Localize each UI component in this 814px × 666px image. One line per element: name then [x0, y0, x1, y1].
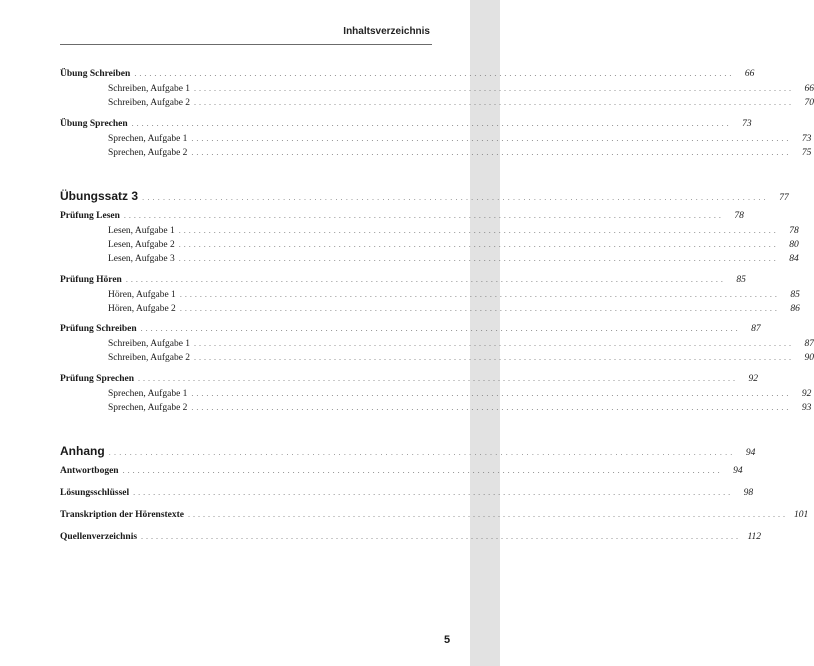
- toc-entry-label: Übung Schreiben: [60, 69, 131, 79]
- toc-entry-sub[interactable]: [60, 353, 814, 367]
- dot-leader: ........................................................................................................................: [125, 275, 726, 284]
- toc-entry-sub[interactable]: [60, 403, 812, 417]
- toc-entry-section[interactable]: [60, 466, 743, 480]
- toc-entry-sub[interactable]: [60, 84, 814, 98]
- toc-entry-page: 101: [794, 510, 809, 520]
- toc-entry-section[interactable]: [60, 119, 752, 133]
- dot-leader: ........................................................................................................................: [142, 193, 769, 202]
- toc-entry-section[interactable]: [60, 69, 755, 83]
- dot-leader: ........................................................................................................................: [191, 389, 792, 398]
- toc-entry-label: Hören, Aufgabe 2: [108, 304, 176, 314]
- toc-entry-section[interactable]: [60, 324, 761, 338]
- toc-entry-label: Lösungsschlüssel: [60, 488, 130, 498]
- toc-entry-page: 66: [804, 84, 814, 94]
- dot-leader: ........................................................................................................................: [123, 211, 724, 220]
- toc-entry-label: Lesen, Aufgabe 3: [108, 254, 175, 264]
- dot-leader: ........................................................................................................................: [141, 532, 742, 541]
- toc-entry-section[interactable]: [60, 488, 754, 502]
- toc-entry-page: 92: [748, 374, 758, 384]
- dot-leader: ........................................................................................................................: [133, 488, 734, 497]
- toc-entry-page: 93: [801, 403, 812, 413]
- toc-entry-section[interactable]: [60, 532, 762, 546]
- toc-entry-page: 73: [742, 119, 752, 129]
- toc-entry-label: Übung Sprechen: [60, 119, 128, 129]
- toc-entry-label: Sprechen, Aufgabe 1: [108, 389, 188, 399]
- toc-entry-label: Transkription der Hörenstexte: [60, 510, 185, 520]
- toc-entry-page: 94: [733, 466, 743, 476]
- dot-leader: ........................................................................................................................: [134, 69, 735, 78]
- toc-entry-page: 85: [790, 290, 800, 300]
- toc-entry-label: Hören, Aufgabe 1: [108, 290, 176, 300]
- toc-entry-page: 73: [801, 134, 812, 144]
- toc-entry-label: Schreiben, Aufgabe 2: [108, 353, 191, 363]
- toc-entry-page: 90: [804, 353, 814, 363]
- toc-entry-sub[interactable]: [60, 134, 812, 148]
- toc-entry-section[interactable]: [60, 211, 744, 225]
- dot-leader: ........................................................................................................................: [194, 353, 795, 362]
- toc-entry-label: Schreiben, Aufgabe 1: [108, 339, 191, 349]
- toc-entry-sub[interactable]: [60, 290, 800, 304]
- toc-entry-sub[interactable]: [60, 240, 799, 254]
- toc-entry-page: 80: [789, 240, 799, 250]
- toc-entry-label: Sprechen, Aufgabe 1: [108, 134, 188, 144]
- page-number: 5: [444, 634, 451, 646]
- toc-entry-sub[interactable]: [60, 339, 814, 353]
- dot-leader: ........................................................................................................................: [191, 403, 792, 412]
- toc-entry-page: 78: [789, 226, 799, 236]
- toc-entry-sub[interactable]: [60, 304, 800, 318]
- toc-entry-sub[interactable]: [60, 98, 814, 112]
- dot-leader: ........................................................................................................................: [188, 510, 789, 519]
- toc-entry-page: 78: [734, 211, 744, 221]
- toc-entry-label: Antwortbogen: [60, 466, 119, 476]
- dot-leader: ........................................................................................................................: [194, 84, 795, 93]
- toc-entry-page: 112: [747, 532, 762, 542]
- header-title: Inhaltsverzeichnis: [343, 26, 430, 37]
- toc-entry-chapter[interactable]: [60, 444, 756, 458]
- dot-leader: ........................................................................................................................: [178, 240, 779, 249]
- dot-leader: ........................................................................................................................: [178, 254, 779, 263]
- toc-entry-section[interactable]: [60, 275, 746, 289]
- dot-leader: ........................................................................................................................: [191, 148, 792, 157]
- dot-leader: ........................................................................................................................: [140, 324, 741, 333]
- toc-entry-label: Prüfung Lesen: [60, 211, 120, 221]
- dot-leader: ........................................................................................................................: [138, 374, 738, 383]
- running-header: [60, 26, 432, 45]
- toc-entry-label: Übungssatz 3: [60, 189, 139, 203]
- dot-leader: ........................................................................................................................: [178, 226, 779, 235]
- toc-entry-page: 84: [789, 254, 799, 264]
- toc-entry-sub[interactable]: [60, 226, 799, 240]
- toc-entry-page: 66: [744, 69, 755, 79]
- toc-entry-label: Schreiben, Aufgabe 2: [108, 98, 191, 108]
- toc-entry-page: 75: [801, 148, 812, 158]
- toc-entry-label: Sprechen, Aufgabe 2: [108, 403, 188, 413]
- toc-entry-label: Lesen, Aufgabe 2: [108, 240, 175, 250]
- dot-leader: ........................................................................................................................: [191, 134, 792, 143]
- toc-entry-label: Prüfung Hören: [60, 275, 122, 285]
- toc-entry-label: Prüfung Sprechen: [60, 374, 134, 384]
- toc-entry-page: 87: [804, 339, 814, 349]
- toc-entry-sub[interactable]: [60, 389, 812, 403]
- toc-entry-sub[interactable]: [60, 254, 799, 268]
- toc-entry-section[interactable]: [60, 510, 809, 524]
- toc-entry-page: 92: [801, 389, 812, 399]
- toc-entry-label: Prüfung Schreiben: [60, 324, 137, 334]
- toc-entry-page: 70: [804, 98, 814, 108]
- dot-leader: ........................................................................................................................: [194, 339, 795, 348]
- toc-entry-label: Lesen, Aufgabe 1: [108, 226, 175, 236]
- toc-entry-chapter[interactable]: [60, 189, 789, 203]
- toc-entry-page: 94: [745, 448, 756, 458]
- toc-entry-page: 85: [736, 275, 746, 285]
- toc-entry-page: 98: [743, 488, 754, 498]
- dot-leader: ........................................................................................................................: [131, 119, 732, 128]
- toc-entry-label: Sprechen, Aufgabe 2: [108, 148, 188, 158]
- toc-entry-page: 87: [751, 324, 761, 334]
- toc-entry-page: 77: [779, 193, 789, 203]
- dot-leader: ........................................................................................................................: [179, 290, 780, 299]
- dot-leader: ........................................................................................................................: [194, 98, 795, 107]
- toc-entry-label: Schreiben, Aufgabe 1: [108, 84, 191, 94]
- toc-entry-sub[interactable]: [60, 148, 812, 162]
- toc-entry-section[interactable]: [60, 374, 758, 388]
- toc-entry-page: 86: [790, 304, 800, 314]
- dot-leader: ........................................................................................................................: [122, 466, 723, 475]
- dot-leader: ........................................................................................................................: [108, 448, 736, 457]
- toc-entry-label: Anhang: [60, 444, 105, 458]
- toc-entry-label: Quellenverzeichnis: [60, 532, 138, 542]
- dot-leader: ........................................................................................................................: [179, 304, 780, 313]
